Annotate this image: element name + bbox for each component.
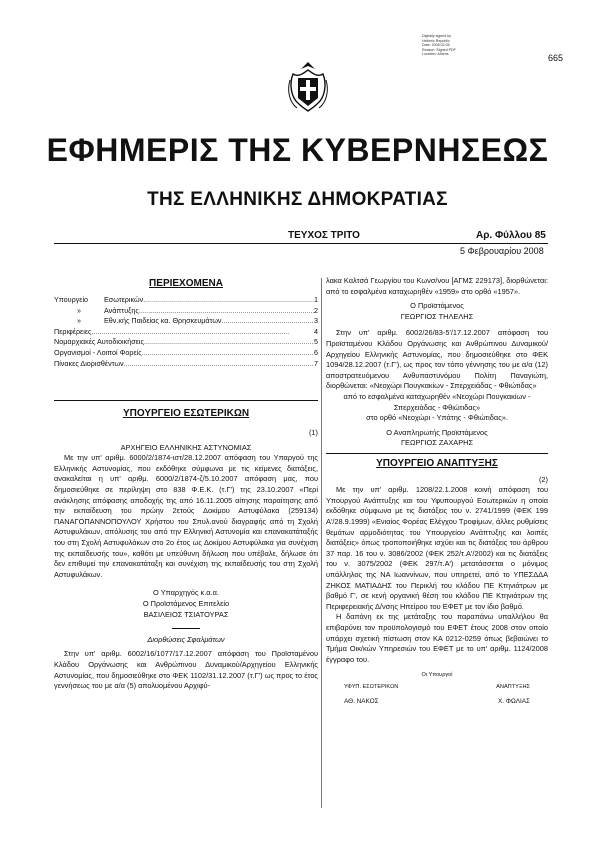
signature-name: ΓΕΩΡΓΙΟΣ ΖΑΧΑΡΗΣ	[400, 438, 474, 448]
item-number: (2)	[538, 474, 548, 484]
stamp-line: Digitally signed by	[422, 34, 451, 38]
toc-row[interactable]	[54, 327, 318, 338]
header-rule	[54, 243, 548, 244]
toc-row[interactable]	[54, 316, 318, 327]
separator	[172, 628, 200, 629]
stamp-line: Location: Athens	[422, 52, 449, 57]
minister-name: ΑΘ. ΝΑΚΟΣ	[344, 697, 379, 705]
toc-col1: Νομαρχιακές Αυτοδιοικήσεις	[54, 337, 144, 347]
toc-row[interactable]	[54, 306, 318, 317]
signature-line: Ο Προϊστάμενος	[410, 301, 464, 311]
issue-number: Αρ. Φύλλου 85	[476, 230, 546, 241]
gazette-subtitle: ΤΗΣ ΕΛΛΗΝΙΚΗΣ ΔΗΜΟΚΡΑΤΙΑΣ	[147, 189, 448, 210]
signature-line: Ο Προϊστάμενος Επιτελείο	[142, 598, 230, 608]
minister-role: ΥΦΥΠ. ΕΣΩΤΕΡΙΚΩΝ	[344, 683, 399, 690]
signature-line: Ο Υπαρχηγός κ.α.α.	[153, 588, 219, 598]
digital-signature-stamp	[422, 34, 500, 57]
toc-page: 2	[314, 305, 318, 315]
toc-leader	[142, 348, 314, 359]
toc-page: 1	[314, 295, 318, 304]
decision-paragraph: Με την υπ' αριθμ. 1208/22.1.2008 κοινή απόφαση του Υπουργού Ανάπτυξης και του Υφυπουργού Εσωτερικών η οποία εκδόθηκε σύμφωνα με τις διατάξεις του ν. 2741/1999 (ΦΕΚ 199 Α'/28.9.1999) «Ενιαίος Φορέας Ελέγχου Τροφίμων, άλλες ρυθμίσεις θεμάτων αρμοδιότητας του Υπουργείου Ανάπτυξης και λοιπές διατάξεις» όπως τροποποιήθηκε ισχύει και τις διατάξεις του άρθρου 37 παρ. 16 του ν. 3086/2002 (ΦΕΚ 252/τ.Α'/2002) και τις διατάξεις του ν. 3075/2002 (ΦΕΚ 297/τ.Α') μετατάσσεται ο μόνιμος υπάλληλος της ΝΑ Ιωαννίνων, που υπηρετεί, από το ΥΠΕΣΔΔΑ ΖΗΚΟΣ ΜΑΤΙΑΔΗΣ του Περικλή του κλάδου ΠΕ Κτηνιάτρων με βαθμό Γ', σε κενή οργανική θέση του κλάδου ΠΕ Κτηνιάτρων της Περιφερειακής Δ/νσης Ηπείρου του ΕΦΕΤ με τον ίδιο βαθμό.	[326, 485, 548, 611]
toc-rule	[54, 400, 318, 401]
signature-line: Ο Αναπληρωτής Προϊστάμενος	[386, 427, 488, 437]
stamp-line: Date: 2008.02.05	[422, 43, 450, 48]
toc-leader	[92, 327, 314, 338]
toc-page: 5	[314, 337, 318, 347]
toc-page: 6	[314, 347, 318, 357]
issue-type: ΤΕΥΧΟΣ ΤΡΙΤΟ	[288, 230, 360, 241]
correction-tail: από το εσφαλμένα καταχωρηθέν «Νεοχώρι Πουγκακίων - Σπερχειάδας - Φθιώτιδας» στο ορθό «Νεοχώρι - Υπάτης - Φθιώτιδας».	[343, 391, 531, 423]
minister-role: ΑΝΑΠΤΥΞΗΣ	[496, 683, 530, 690]
item-number: (1)	[308, 428, 318, 437]
toc-row[interactable]	[54, 348, 318, 359]
ministers-names	[326, 698, 548, 705]
section-rule	[326, 453, 548, 454]
decision-paragraph: Η δαπάνη εκ της μετάταξης του παραπάνω υπαλλήλου θα επιβαρύνει τον προϋπολογισμό του ΕΦΕΤ έτους 2008 στον οποίο υπάρχει σχετική πίστωση στον ΚΑ 0212-0259 όπως βεβαιώνει το Τμήμα Οικ/κών Υπηρεσιών του ΕΦΕΤ με το υπ' αριθμ. 1124/2008 έγγραφο του.	[326, 612, 548, 664]
toc-row[interactable]	[54, 295, 318, 306]
correction-paragraph: Στην υπ' αριθμ. 6002/16/1077/17.12.2007 απόφαση του Προϊσταμένου Κλάδου Οργάνωσης και Ανθρώπινου Δυναμικού/Αρχηγείου Ελληνικής Αστυνομίας, που δημοσιεύθηκε στο ΦΕΚ 1102/31.12.2007 (τ.Γ') ως προς το έτος γεννήσεως του με α/α (5) απολυομένου Αρχιφύ-	[54, 649, 318, 691]
toc-page: 7	[314, 358, 318, 368]
sub-heading: ΑΡΧΗΓΕΙΟ ΕΛΛΗΝΙΚΗΣ ΑΣΤΥΝΟΜΙΑΣ	[120, 442, 252, 452]
toc-col1: »	[77, 305, 81, 315]
toc-leader	[139, 306, 314, 317]
toc-page: 4	[314, 326, 318, 336]
gazette-title: ΕΦΗΜΕΡΙΣ ΤΗΣ ΚΥΒΕΡΝΗΣΕΩΣ	[46, 132, 549, 168]
toc-col1: Οργανισμοί - Λοιποί Φορείς	[54, 347, 142, 357]
decision-paragraph: Με την υπ' αριθμ. 6000/2/1874-ιστ/28.12.2007 απόφαση του Υπαργού της Ελληνικής Αστυνομίας, που εκδόθηκε σύμφωνα με τις κείμενες διατάξεις, ανακαλείται η υπ' αριθμ. 6000/2/1874-ζ/5.10.2007 απόφαση μας, που δημοσιεύθηκε σε περίληψη στο 838 Φ.Ε.Κ. (τ.Γ') της 23.10.2007 «Περί ανάκλησης απόφασης αποδοχής της από 16.11.2005 αίτησης παραίτησης από την εκπαίδευση του πρώην 2ετούς Δοκίμου Αστυφύλακα (259134) ΠΑΝΑΓΟΠΑΝΝΟΠΟΥΛΟΥ Χρήστου του Σπυλ.ανού διαγραφής από τη Σχολή Αστυφυλάκων, απόλυσης του από την Ελληνική Αστυνομία και επανακατάταξής του στη Σχολή Αστυφυλάκων στο 2ο έτος ως Δοκίμου Αστυφύλακα για συνέχιση της εκπαίδευσής του», καθότι με υπεύθυνη δήλωση που υπέβαλε, δήλωσε ότι δεν επιθυμεί την επανακατάταξη και συνέχιση της εκπαίδευσής του στη Σχολή Αστυφυλάκων.	[54, 453, 318, 579]
toc-leader	[124, 359, 314, 370]
toc-leader	[143, 295, 314, 306]
signature-name: ΓΕΩΡΓΙΟΣ ΤΗΛΕΛΗΣ	[400, 311, 474, 321]
ministry-heading: ΥΠΟΥΡΓΕΙΟ ΕΣΩΤΕΡΙΚΩΝ	[122, 408, 250, 419]
stamp-line: Hellenic Republic	[422, 38, 450, 43]
stamp-line: Reason: Signed PDF	[422, 47, 456, 52]
toc-col1: Υπουργείο	[54, 295, 89, 304]
right-column	[326, 276, 548, 705]
corrections-heading: Διορθώσεις Σφαλμάτων	[147, 634, 225, 644]
issue-date: 5 Φεβρουαρίου 2008	[460, 246, 544, 256]
toc-col1: Περιφέρειες	[54, 326, 92, 336]
toc-row[interactable]	[54, 337, 318, 348]
toc-heading: ΠΕΡΙΕΧΟΜΕΝΑ	[149, 278, 223, 289]
toc-page: 3	[314, 316, 318, 326]
toc-leader	[222, 316, 314, 327]
toc-leader	[144, 337, 314, 348]
ministry-heading: ΥΠΟΥΡΓΕΙΟ ΑΝΑΠΤΥΞΗΣ	[376, 457, 498, 469]
page-number: 665	[548, 53, 564, 63]
ministers-signatures	[326, 684, 548, 690]
minister-name: Χ. ΦΩΛΙΑΣ	[498, 697, 530, 705]
toc	[54, 278, 318, 369]
toc-col1: »	[77, 316, 81, 326]
toc-row[interactable]	[54, 359, 318, 370]
greek-coat-of-arms-icon	[287, 60, 329, 112]
correction-continuation: λακα Καλτσά Γεωργίου του Κωνσ/νου [ΑΓΜΣ 229173], διορθώνεται: από το εσφαλμένα καταχωρηθέν «1959» στο ορθό «1957».	[326, 276, 548, 296]
ministry-interior-section	[54, 408, 318, 692]
signature-name: ΒΑΣΙΛΕΙΟΣ ΤΣΙΑΤΟΥΡΑΣ	[143, 609, 229, 619]
toc-col1: Πίνακες Διορισθέντων	[54, 358, 124, 368]
ministers-heading: Οι Υπουργοί	[421, 672, 453, 679]
column-divider	[321, 278, 322, 808]
toc-col2: Εσωτερικών	[104, 295, 144, 304]
correction-paragraph: Στην υπ' αριθμ. 6002/26/83-5'/17.12.2007 απόφαση του Προϊσταμένου Κλάδου Οργάνωσης και Ανθρώπινου Δυναμικού/Αρχηγείου Ελληνικής Αστυνομίας, που δημοσιεύθηκε στο ΦΕΚ 1094/28.12.2007 (τ.Γ'), ως προς τον τόπο γέννησης του με α/α (12) αποστρατευόμενου Ανθυπαστυνόμου Πολίτη Παναγιώτη, διορθώνεται: «Νεοχώρι Πουγκακίων - Σπερχειάδας - Φθιώτιδας»	[326, 328, 548, 391]
toc-col2: Ανάπτυξης	[104, 305, 139, 315]
toc-col2: Εθν.κής Παιδείας κα. Θρησκευμάτων	[104, 316, 222, 326]
